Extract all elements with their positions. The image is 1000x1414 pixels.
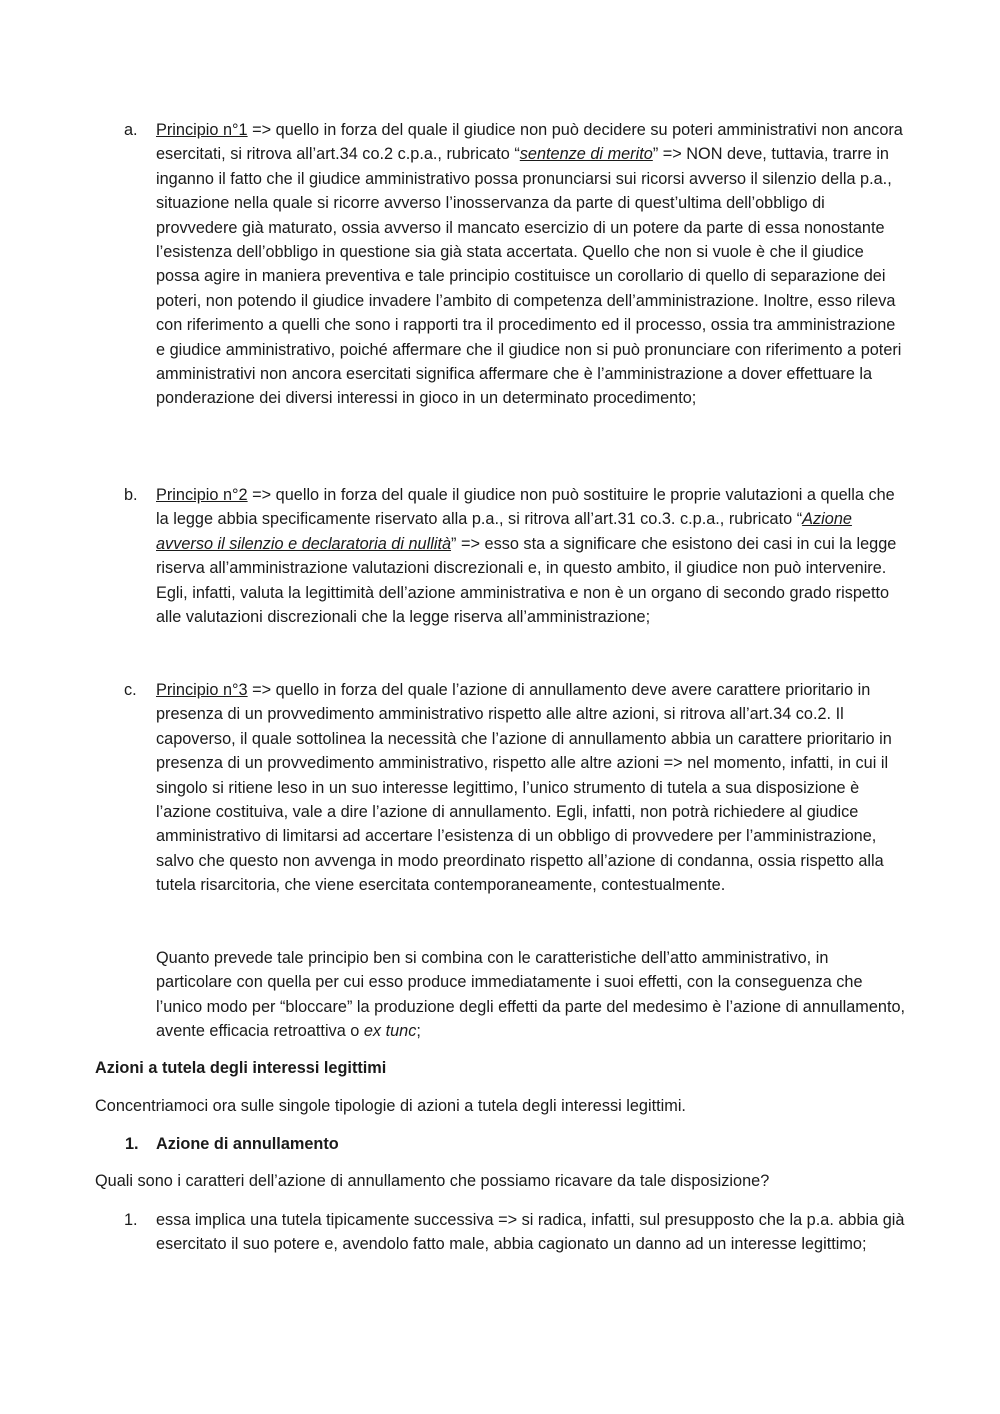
principle-text xyxy=(156,118,906,411)
subsection-title: Azione di annullamento xyxy=(156,1135,339,1153)
principle-label: Principio n°3 xyxy=(156,681,248,699)
principle-followup xyxy=(156,946,906,1044)
list-marker: b. xyxy=(124,486,138,504)
list-item xyxy=(124,1208,906,1257)
list-marker: c. xyxy=(124,681,137,699)
latin-term: ex tunc xyxy=(363,1022,417,1041)
rubric-title: sentenze di merito xyxy=(519,145,653,164)
rubric-title: Azione avverso il silenzio e declaratoria di nullità xyxy=(156,510,852,553)
list-marker: a. xyxy=(124,121,138,139)
section-heading: Azioni a tutela degli interessi legittimi xyxy=(95,1059,387,1077)
principle-label: Principio n°1 xyxy=(156,121,248,139)
principle-text xyxy=(156,483,906,629)
list-marker: 1. xyxy=(124,1211,138,1229)
followup-end: ; xyxy=(416,1022,421,1041)
principle-item-2 xyxy=(124,483,906,629)
principle-body-end: ” => esso sta a significare che esistono dei casi in cui la legge riserva all’amministrazione valutazioni discrezionali e, in questo ambito, il giudice non può intervenire. Egli, infatti, valuta la legittimità dell’azione amministrativa e non è un organo di secondo grado rispetto alle valutazioni discrezionali che la legge riserva all’amministrazione; xyxy=(156,534,897,627)
subsection-heading xyxy=(125,1132,339,1156)
principle-item-3 xyxy=(124,678,906,898)
principle-body: => quello in forza del quale l’azione di annullamento deve avere carattere prioritario in presenza di un provvedimento amministrativo rispetto alle altre azioni, si ritrova all’art.34 co.2. Il capoverso, il quale sottolinea la necessità che l’azione di annullamento abbia un carattere prioritario in presenza di un provvedimento amministrativo, rispetto alle altre azioni => nel momento, infatti, in cui il singolo si ritiene leso in un suo interesse legittimo, l’unico strumento di tutela a sua disposizione è l’azione costituiva, vale a dire l’azione di annullamento. Egli, infatti, non potrà richiedere al giudice amministrativo di limitarsi ad accertare l’esistenza di un obbligo di provvedere per l’amministrazione, salvo che questo non avvenga in modo preordinato rispetto all’azione di condanna, ossia rispetto alla tutela risarcitoria, che viene esercitata contemporaneamente, contestualmente. xyxy=(156,681,892,895)
principle-label: Principio n°2 xyxy=(156,486,248,504)
principle-text xyxy=(156,678,906,898)
principle-body-start: => quello in forza del quale il giudice non può sostituire le proprie valutazioni a quella che la legge abbia specificamente riservato alla p.a., si ritrova all’art.31 co.3. c.p.a., rubricato “ xyxy=(156,486,895,529)
principle-body-end: ” => NON deve, tuttavia, trarre in inganno il fatto che il giudice amministrativo possa pronunciarsi sui ricorsi avverso il silenzio della p.a., situazione nella quale si ricorre avverso l’inosservanza da parte di quest’ultima dell’obbligo di provvedere già maturato, ossia avverso il mancato esercizio di un potere da parte di essa nonostante l’esistenza dell’obbligo in questione sia già stata accertata. Quello che non si vuole è che il giudice possa agire in maniera preventiva e tale principio costituisce un corollario di quello di separazione dei poteri, non potendo il giudice invadere l’ambito di competenza dell’amministrazione. Inoltre, esso rileva con riferimento a quelli che sono i rapporti tra il procedimento ed il processo, ossia tra amministrazione e giudice amministrativo, poiché affermare che il giudice non si può pronunciare con riferimento a poteri amministrativi non ancora esercitati significa affermare che è l’amministrazione a dover effettuare la ponderazione dei diversi interessi in gioco in un determinato procedimento; xyxy=(156,145,902,408)
subsection-number: 1. xyxy=(125,1135,139,1153)
principle-body-start: => quello in forza del quale il giudice non può decidere su poteri amministrativi non ancora esercitati, si ritrova all’art.34 co.2 c.p.a., rubricato “ xyxy=(156,121,903,164)
followup-body: Quanto prevede tale principio ben si combina con le caratteristiche dell’atto amministrativo, in particolare con quella per cui esso produce immediatamente i suoi effetti, con la conseguenza che l’unico modo per “bloccare” la produzione degli effetti da parte del medesimo è l’azione di annullamento, avente efficacia retroattiva o xyxy=(156,949,906,1041)
section-intro: Concentriamoci ora sulle singole tipologie di azioni a tutela degli interessi legittimi. xyxy=(95,1097,686,1115)
principle-item-1 xyxy=(124,118,906,411)
section-question: Quali sono i caratteri dell’azione di annullamento che possiamo ricavare da tale disposizione? xyxy=(95,1172,770,1190)
list-item-text: essa implica una tutela tipicamente successiva => si radica, infatti, sul presupposto che la p.a. abbia già esercitato il suo potere e, avendolo fatto male, abbia cagionato un danno ad un interesse legittimo; xyxy=(156,1211,905,1254)
followup-text xyxy=(156,946,906,1044)
